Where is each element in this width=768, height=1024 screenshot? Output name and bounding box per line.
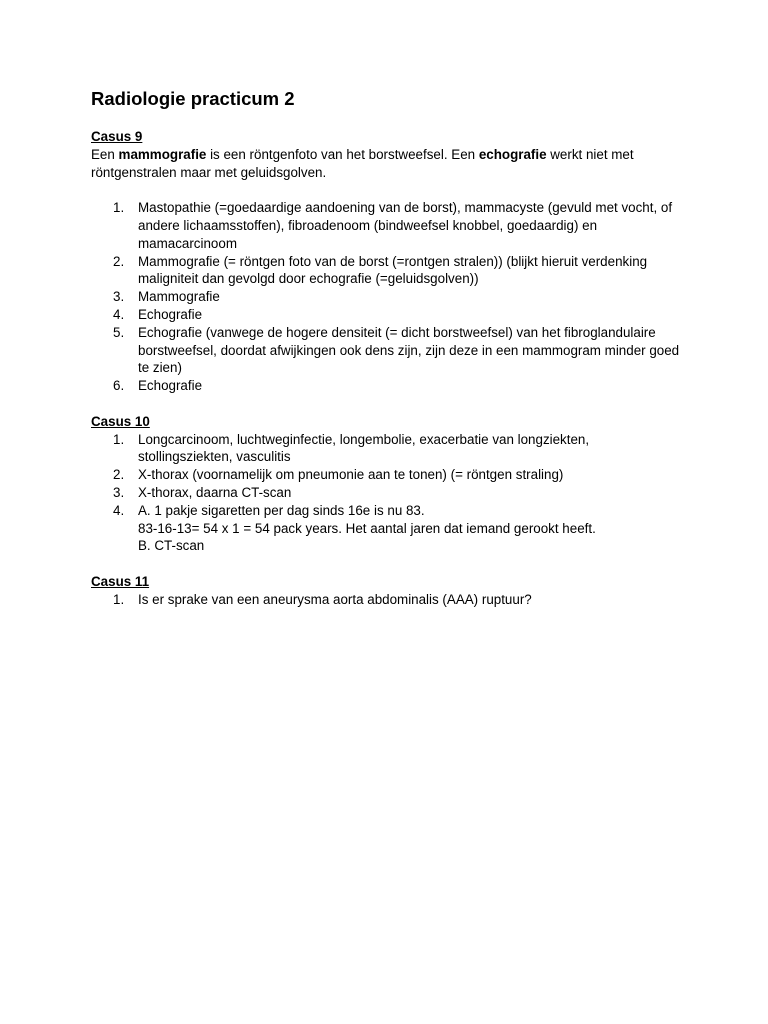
intro-text-2: is een röntgenfoto van het borstweefsel. Een (206, 146, 479, 162)
list-item-number: 1. (113, 431, 125, 447)
list-item-line: B. CT-scan (138, 538, 205, 554)
list-item-text: Echografie (vanwege de hogere densiteit (= dicht borstweefsel) van het fibroglandulaire borstweefsel, doordat afwijkingen ook dens zijn, zijn deze in een mammogram minder goed te zien) (138, 324, 680, 376)
list-item (91, 288, 681, 306)
list-item-number: 1. (113, 591, 125, 607)
list-item (91, 324, 681, 377)
list-item (91, 199, 681, 252)
list-item-number: 6. (113, 378, 125, 394)
list-item (91, 484, 681, 502)
list-item-number: 4. (113, 502, 125, 518)
list-item-number: 3. (113, 289, 125, 305)
list-item-text: Mammografie (= röntgen foto van de borst (=rontgen stralen)) (blijkt hieruit verdenking maligniteit dan gevolgd door echografie (=geluidsgolven)) (138, 253, 648, 287)
intro-bold-echografie: echografie (478, 146, 547, 162)
intro-bold-mammografie: mammografie (118, 146, 207, 162)
list-item-text: Echografie (138, 306, 203, 322)
casus-9-heading: Casus 9 (91, 129, 143, 144)
list-item-number: 2. (113, 253, 125, 269)
casus-11-heading: Casus 11 (91, 573, 150, 589)
casus-9-section (91, 128, 681, 395)
list-item (91, 466, 681, 484)
list-item-text: X-thorax (voornamelijk om pneumonie aan te tonen) (= röntgen straling) (138, 467, 564, 483)
list-item-line: 83-16-13= 54 x 1 = 54 pack years. Het aantal jaren dat iemand gerookt heeft. (138, 520, 596, 536)
casus-9-answer-list (91, 199, 681, 395)
list-item-number: 1. (113, 200, 125, 216)
casus-11-answer-list (91, 591, 681, 609)
list-item-text: Echografie (138, 378, 203, 394)
casus-11-section (91, 573, 681, 609)
list-item-number: 5. (113, 324, 125, 340)
document-title: Radiologie practicum 2 (91, 88, 295, 109)
list-item-text: X-thorax, daarna CT-scan (138, 484, 292, 500)
list-item-text: Mastopathie (=goedaardige aandoening van de borst), mammacyste (gevuld met vocht, of andere lichaamsstoffen), fibroadenoom (bindweefsel knobbel, goedaardig) en mamacarcinoom (138, 200, 673, 251)
list-item (91, 591, 681, 609)
list-item-number: 2. (113, 467, 125, 483)
list-item (91, 306, 681, 324)
casus-10-answer-list (91, 431, 681, 556)
casus-10-section (91, 413, 681, 555)
list-item-text: Longcarcinoom, luchtweginfectie, longembolie, exacerbatie van longziekten, stollingsziekten, vasculitis (138, 431, 590, 465)
intro-text-1: Een (91, 146, 119, 162)
list-item (91, 377, 681, 395)
list-item-number: 4. (113, 306, 125, 322)
intro-text-3: werkt niet met röntgenstralen maar met geluidsgolven. (91, 146, 634, 180)
list-item-number: 3. (113, 484, 125, 500)
list-item (91, 253, 681, 289)
list-item (91, 502, 681, 555)
list-item-line: A. 1 pakje sigaretten per dag sinds 16e is nu 83. (138, 502, 425, 518)
casus-10-heading: Casus 10 (91, 413, 150, 429)
list-item (91, 431, 681, 467)
casus-9-intro (91, 146, 681, 182)
list-item-text: Mammografie (138, 289, 220, 305)
list-item-text: Is er sprake van een aneurysma aorta abdominalis (AAA) ruptuur? (138, 591, 532, 607)
document-page (91, 88, 681, 626)
